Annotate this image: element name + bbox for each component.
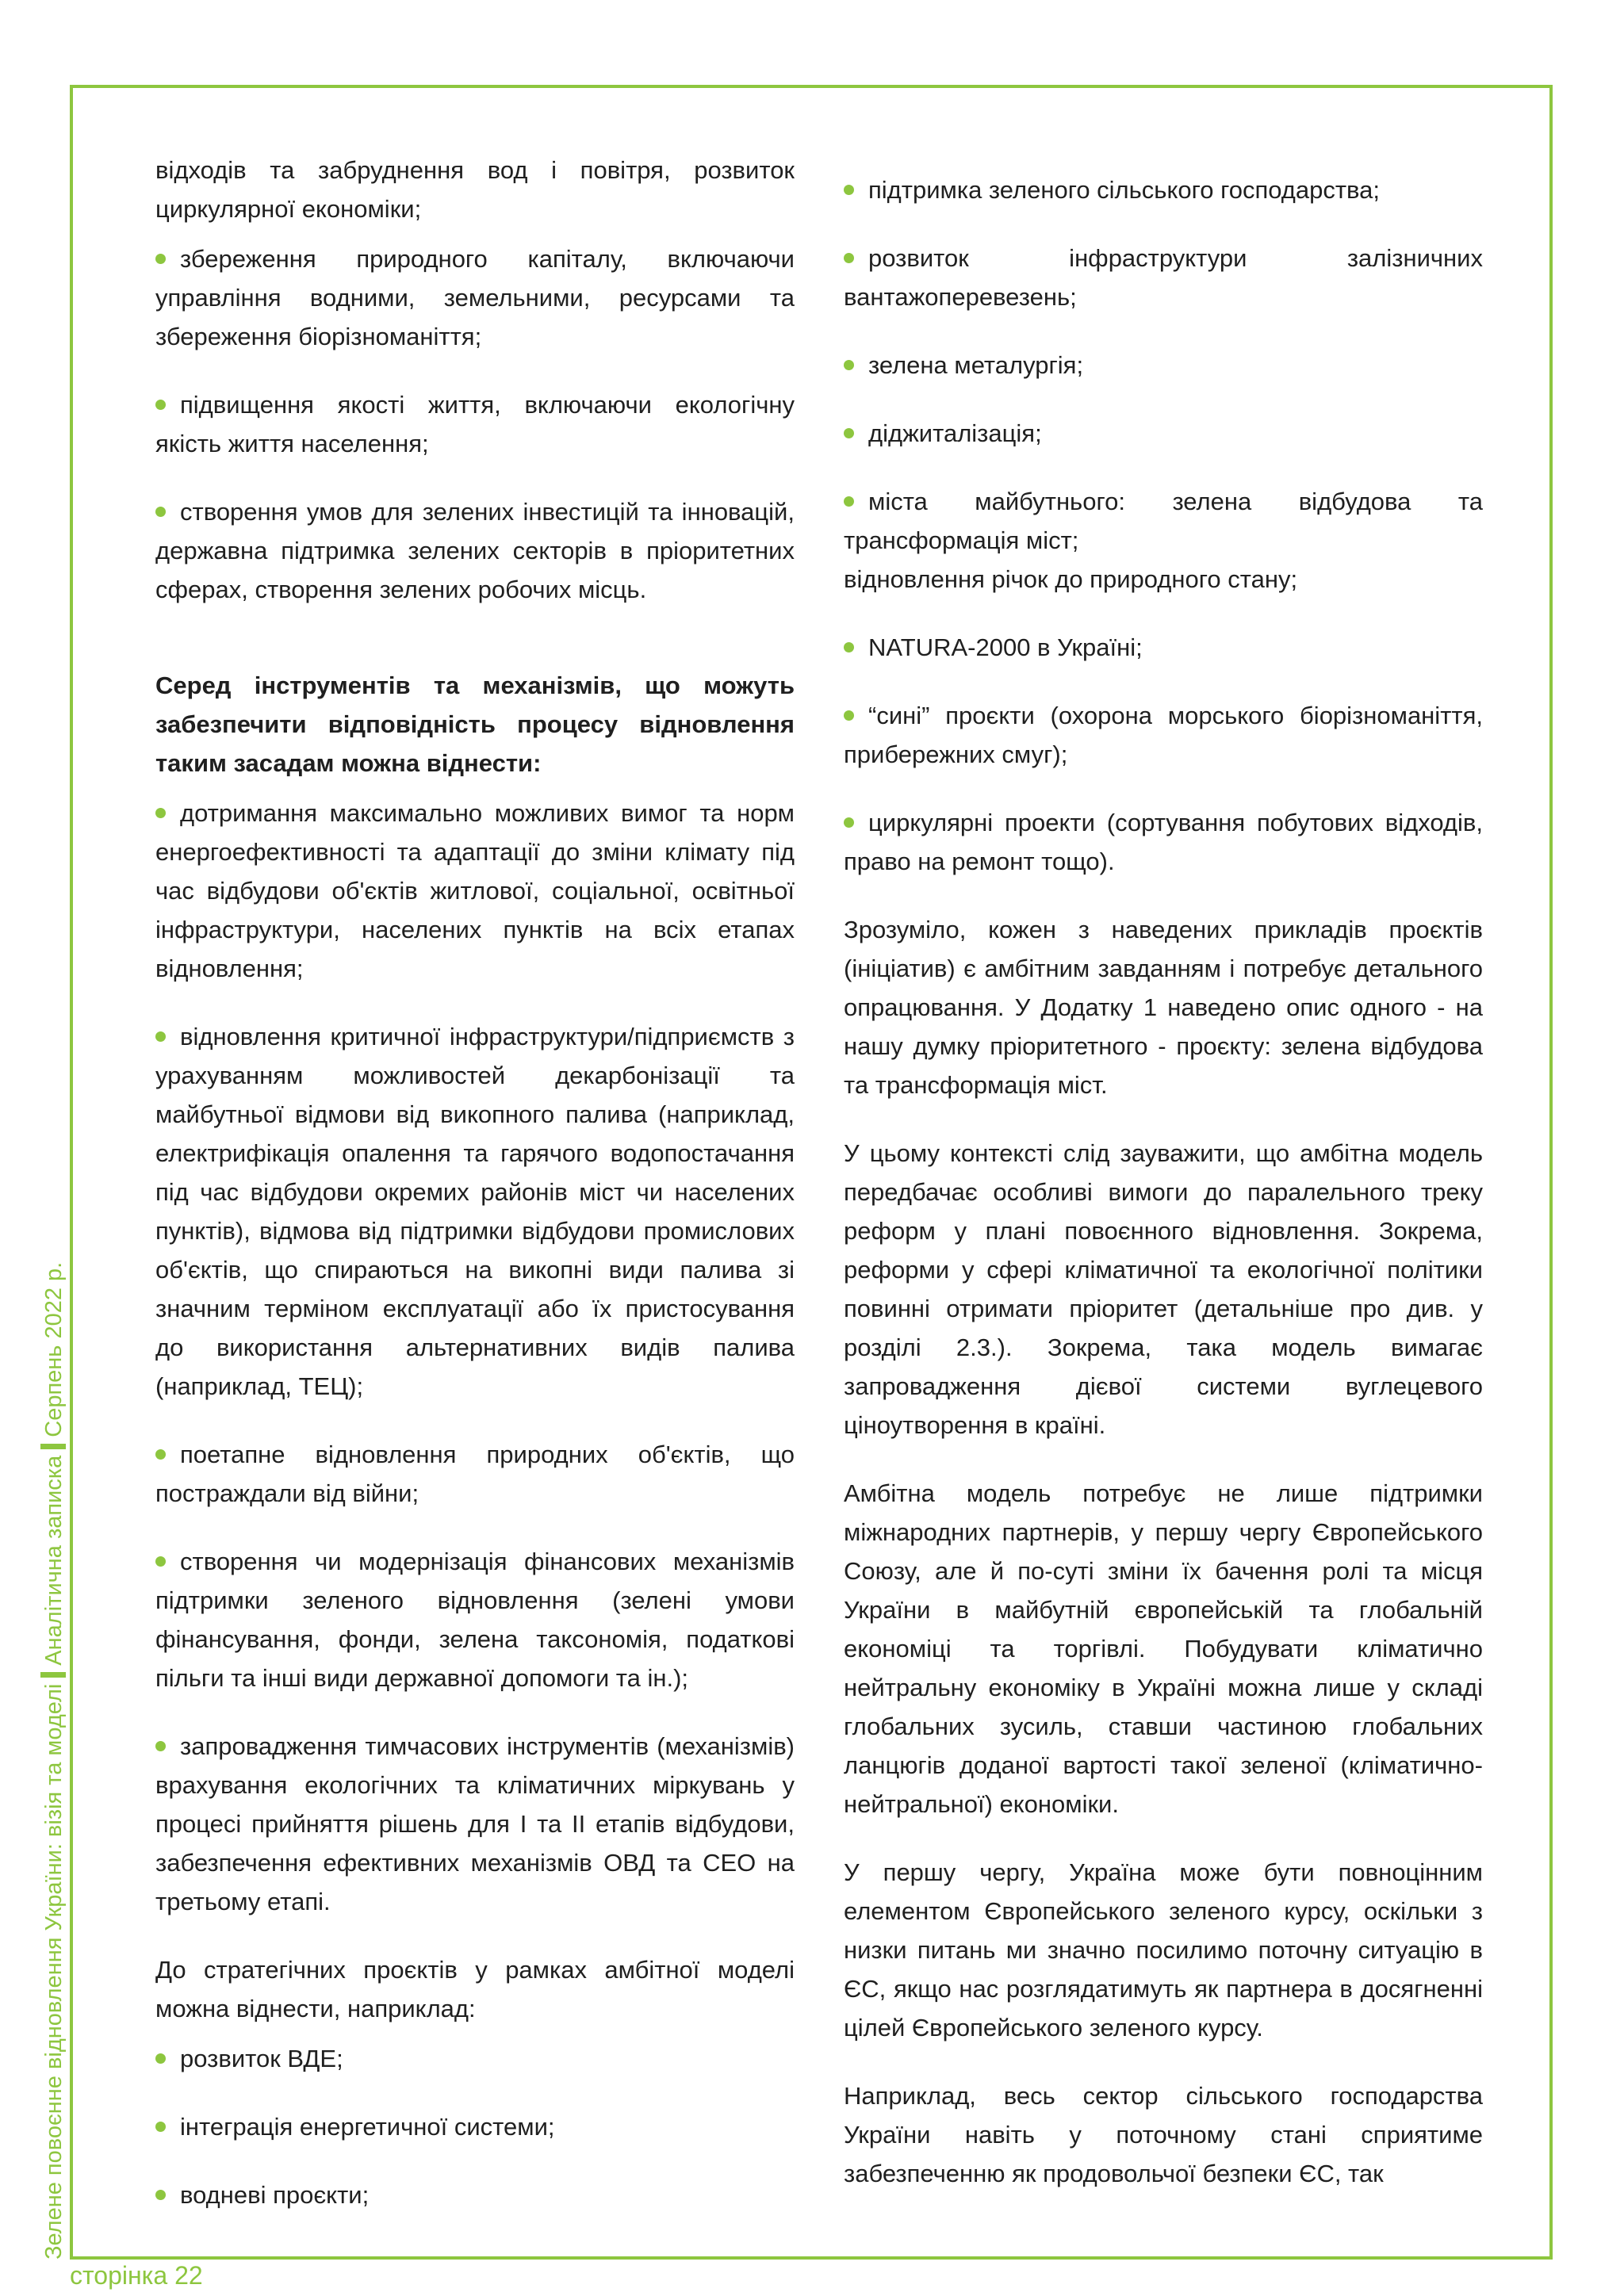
list-item: циркулярні проекти (сортування побутових відходів, право на ремонт тощо).	[844, 809, 1483, 875]
separator-bar	[40, 1444, 66, 1449]
list-item: зелена металургія;	[844, 346, 1483, 385]
bullet-icon	[155, 507, 166, 517]
list-item: розвиток ВДЕ;	[155, 2039, 795, 2078]
list-item: збереження природного капіталу, включаючи управління водними, земельними, ресурсами та збереження біорізноманіття;	[155, 245, 795, 350]
right-column	[844, 170, 1483, 2222]
bullet-icon	[155, 1556, 166, 1567]
bullet-icon	[844, 428, 854, 438]
list-item-continuation: відновлення річок до природного стану;	[844, 565, 1298, 593]
paragraph: Амбітна модель потребує не лише підтримки міжнародних партнерів, у першу чергу Європейського Союзу, але й по-суті зміни їх бачення ролі та місця України в майбутній європейській та глобальній економіці та торгівлі. Побудувати кліматично нейтральну економіку в Україні можна лише у складі глобальних зусиль, ставши частиною глобальних ланцюгів доданої вартості такої зеленої (кліматично-нейтральної) економіки.	[844, 1479, 1483, 1818]
bullet-icon	[844, 360, 854, 370]
paragraph: Зрозуміло, кожен з наведених прикладів проєктів (ініціатив) є амбітним завданням і потребує детального опрацювання. У Додатку 1 наведено опис одного - на нашу думку пріоритетного - проєкту: зелена відбудова та трансформація міст.	[844, 916, 1483, 1099]
bullet-icon	[155, 254, 166, 264]
bullet-icon	[844, 496, 854, 507]
bullet-icon	[155, 2053, 166, 2064]
bullet-icon	[844, 710, 854, 721]
left-column	[155, 151, 795, 2244]
paragraph: Наприклад, весь сектор сільського господарства України навіть у поточному стані сприятиме забезпеченню як продовольчої безпеки ЄС, так	[844, 2082, 1483, 2187]
list-item: відновлення критичної інфраструктури/підприємств з урахуванням можливостей декарбонізації та майбутньої відмови від викопного палива (наприклад, електрифікація опалення та гарячого водопостачання під час відбудови окремих районів міст чи населених пунктів), відмова від підтримки відбудови промислових об'єктів, що спираються на викопні види палива зі значним терміном експлуатації або їх пристосування до використання альтернативних видів палива (наприклад, ТЕЦ);	[155, 1023, 795, 1400]
bullet-icon	[155, 1449, 166, 1460]
list-item: міста майбутнього: зелена відбудова та трансформація міст;	[844, 488, 1483, 554]
separator-bar	[40, 1672, 66, 1678]
bullet-icon	[844, 253, 854, 263]
bullet-icon	[844, 817, 854, 828]
bullet-icon	[155, 400, 166, 410]
sidebar-date: Серпень 2022 р.	[41, 1261, 67, 1437]
bullet-icon	[844, 642, 854, 652]
page-number: сторінка 22	[70, 2261, 203, 2290]
bullet-icon	[155, 2122, 166, 2132]
list-item: водневі проєкти;	[155, 2175, 795, 2214]
list-item: NATURA-2000 в Україні;	[844, 628, 1483, 667]
list-item: розвиток інфраструктури залізничних вантажоперевезень;	[844, 244, 1483, 311]
list-item: інтеграція енергетичної системи;	[155, 2107, 795, 2146]
list-item: створення умов для зелених інвестицій та інновацій, державна підтримка зелених секторів в пріоритетних сферах, створення зелених робочих місць.	[155, 498, 795, 603]
list-item: підтримка зеленого сільського господарства;	[844, 170, 1483, 209]
bullet-icon	[155, 808, 166, 818]
paragraph: До стратегічних проєктів у рамках амбітної моделі можна віднести, наприклад:	[155, 1956, 795, 2022]
list-item: підвищення якості життя, включаючи екологічну якість життя населення;	[155, 391, 795, 457]
sidebar-title: Зелене повоєнне відновлення України: візія та моделі	[41, 1683, 67, 2260]
paragraph: відходів та забруднення вод і повітря, розвиток циркулярної економіки;	[155, 156, 795, 223]
section-heading: Серед інструментів та механізмів, що можуть забезпечити відповідність процесу відновлення таким засадам можна віднести:	[155, 672, 795, 777]
paragraph: У першу чергу, Україна може бути повноцінним елементом Європейського зеленого курсу, оскільки з низки питань ми значно посилимо поточну ситуацію в ЄС, якщо нас розглядатимуть як партнера в досягненні цілей Європейського зеленого курсу.	[844, 1858, 1483, 2042]
bullet-icon	[155, 1741, 166, 1751]
bullet-icon	[844, 185, 854, 195]
list-item: “сині” проєкти (охорона морського біорізноманіття, прибережних смуг);	[844, 702, 1483, 768]
sidebar-running-title	[38, 991, 70, 2260]
paragraph: У цьому контексті слід зауважити, що амбітна модель передбачає особливі вимоги до паралельного треку реформ у плані повоєнного відновлення. Зокрема, реформи у сфері кліматичної та екологічної політики повинні отримати пріоритет (детальніше про див. у розділі 2.3.). Зокрема, така модель вимагає запровадження дієвої системи вуглецевого ціноутворення в країні.	[844, 1139, 1483, 1439]
list-item: створення чи модернізація фінансових механізмів підтримки зеленого відновлення (зелені умови фінансування, фонди, зелена таксономія, податкові пільги та інші види державної допомоги та ін.);	[155, 1548, 795, 1692]
bullet-icon	[155, 2190, 166, 2200]
list-item: поетапне відновлення природних об'єктів, що постраждали від війни;	[155, 1441, 795, 1507]
bullet-icon	[155, 1031, 166, 1042]
list-item: діджиталізація;	[844, 414, 1483, 453]
list-item: запровадження тимчасових інструментів (механізмів) врахування екологічних та кліматичних міркувань у процесі прийняття рішень для I та II етапів відбудови, забезпечення ефективних механізмів ОВД та СЕО на третьому етапі.	[155, 1732, 795, 1915]
sidebar-doc-type: Аналітична записка	[41, 1455, 67, 1666]
list-item: дотримання максимально можливих вимог та норм енергоефективності та адаптації до зміни клімату під час відбудови об'єктів житлової, соціальної, освітньої інфраструктури, населених пунктів на всіх етапах відновлення;	[155, 799, 795, 982]
